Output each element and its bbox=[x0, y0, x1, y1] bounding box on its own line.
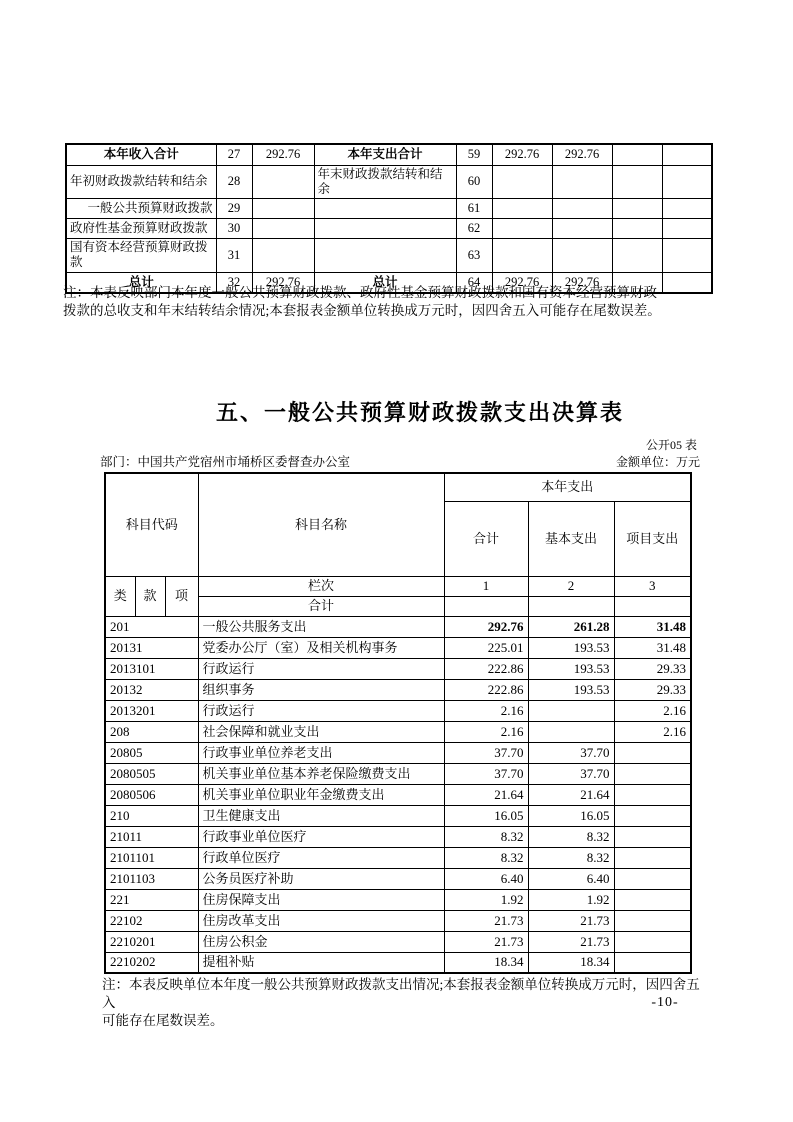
subject-code: 2210201 bbox=[105, 931, 198, 952]
unit-label: 金额单位：万元 bbox=[615, 455, 700, 469]
project-expense-value bbox=[614, 805, 691, 826]
amount bbox=[612, 238, 662, 272]
amount bbox=[612, 218, 662, 238]
project-expense-value bbox=[614, 868, 691, 889]
header-class: 类 bbox=[105, 576, 135, 616]
expenditure-row bbox=[105, 637, 691, 658]
header-section: 款 bbox=[135, 576, 165, 616]
expenditure-row bbox=[105, 952, 691, 973]
amount bbox=[552, 198, 612, 218]
expenditure-row bbox=[105, 826, 691, 847]
header-subject-code: 科目代码 bbox=[105, 473, 198, 576]
project-expense-value bbox=[614, 910, 691, 931]
subject-code: 2013201 bbox=[105, 700, 198, 721]
subject-name: 行政运行 bbox=[198, 658, 444, 679]
total-value: 18.34 bbox=[444, 952, 528, 973]
note-line: 注：本表反映单位本年度一般公共预算财政拨款支出情况;本套报表金额单位转换成万元时，因四舍五入 bbox=[102, 977, 700, 1010]
project-expense-value: 31.48 bbox=[614, 637, 691, 658]
total-value: 292.76 bbox=[444, 616, 528, 637]
amount bbox=[252, 165, 314, 198]
amount bbox=[492, 218, 552, 238]
income-expense-summary-table bbox=[65, 143, 713, 294]
total-value: 8.32 bbox=[444, 826, 528, 847]
empty-cell bbox=[444, 596, 528, 616]
subject-name: 卫生健康支出 bbox=[198, 805, 444, 826]
subject-code: 221 bbox=[105, 889, 198, 910]
line-number: 30 bbox=[216, 218, 252, 238]
note-line: 可能存在尾数误差。 bbox=[102, 1013, 224, 1028]
project-expense-value bbox=[614, 889, 691, 910]
subject-name: 社会保障和就业支出 bbox=[198, 721, 444, 742]
amount bbox=[552, 218, 612, 238]
total-value: 21.64 bbox=[444, 784, 528, 805]
expenditure-row bbox=[105, 868, 691, 889]
project-expense-value: 2.16 bbox=[614, 721, 691, 742]
header-year-expense: 本年支出 bbox=[444, 473, 691, 501]
total-value: 21.73 bbox=[444, 931, 528, 952]
amount bbox=[612, 165, 662, 198]
expenditure-row bbox=[105, 763, 691, 784]
subject-name: 公务员医疗补助 bbox=[198, 868, 444, 889]
expenditure-row bbox=[105, 658, 691, 679]
row-label-right: 总计 bbox=[314, 272, 456, 293]
line-number: 62 bbox=[456, 218, 492, 238]
subject-name: 一般公共服务支出 bbox=[198, 616, 444, 637]
subject-code: 2101103 bbox=[105, 868, 198, 889]
amount bbox=[662, 238, 712, 272]
amount bbox=[492, 165, 552, 198]
basic-expense-value: 21.64 bbox=[528, 784, 614, 805]
header-basic-expense: 基本支出 bbox=[528, 501, 614, 576]
amount: 292.76 bbox=[252, 272, 314, 293]
row-label-right: 本年支出合计 bbox=[314, 144, 456, 165]
row-label-right bbox=[314, 198, 456, 218]
header-col-num-1: 1 bbox=[444, 576, 528, 596]
basic-expense-value: 21.73 bbox=[528, 910, 614, 931]
project-expense-value bbox=[614, 742, 691, 763]
header-row bbox=[105, 576, 691, 596]
header-row bbox=[105, 473, 691, 501]
total-value: 2.16 bbox=[444, 721, 528, 742]
total-value: 37.70 bbox=[444, 763, 528, 784]
amount bbox=[252, 198, 314, 218]
basic-expense-value bbox=[528, 700, 614, 721]
subject-name: 组织事务 bbox=[198, 679, 444, 700]
subject-name: 行政单位医疗 bbox=[198, 847, 444, 868]
basic-expense-value: 193.53 bbox=[528, 658, 614, 679]
note-line: 注：本表反映部门本年度一般公共预算财政拨款、政府性基金预算财政拨款和国有资本经营预算财政 bbox=[63, 285, 657, 300]
expenditure-row bbox=[105, 931, 691, 952]
expenditure-row bbox=[105, 700, 691, 721]
subject-code: 20132 bbox=[105, 679, 198, 700]
total-value: 222.86 bbox=[444, 679, 528, 700]
subject-name: 行政事业单位医疗 bbox=[198, 826, 444, 847]
amount bbox=[492, 238, 552, 272]
row-label-right bbox=[314, 218, 456, 238]
total-value: 6.40 bbox=[444, 868, 528, 889]
subject-code: 201 bbox=[105, 616, 198, 637]
line-number: 61 bbox=[456, 198, 492, 218]
subject-code: 20805 bbox=[105, 742, 198, 763]
header-col-num-3: 3 bbox=[614, 576, 691, 596]
department-label: 部门：中国共产党宿州市埇桥区委督查办公室 bbox=[100, 455, 351, 469]
amount: 292.76 bbox=[492, 272, 552, 293]
subject-code: 21011 bbox=[105, 826, 198, 847]
line-number: 29 bbox=[216, 198, 252, 218]
basic-expense-value: 18.34 bbox=[528, 952, 614, 973]
summary-row bbox=[66, 218, 712, 238]
summary-row bbox=[66, 144, 712, 165]
row-label-left: 年初财政拨款结转和结余 bbox=[66, 165, 216, 198]
project-expense-value bbox=[614, 952, 691, 973]
row-label-left: 政府性基金预算财政拨款 bbox=[66, 218, 216, 238]
amount: 292.76 bbox=[252, 144, 314, 165]
basic-expense-value: 16.05 bbox=[528, 805, 614, 826]
line-number: 59 bbox=[456, 144, 492, 165]
note-line: 拨款的总收支和年末结转结余情况;本套报表金额单位转换成万元时，因四舍五入可能存在尾数误差。 bbox=[63, 303, 661, 318]
amount bbox=[552, 165, 612, 198]
total-value: 222.86 bbox=[444, 658, 528, 679]
subject-code: 208 bbox=[105, 721, 198, 742]
project-expense-value: 31.48 bbox=[614, 616, 691, 637]
total-value: 225.01 bbox=[444, 637, 528, 658]
amount bbox=[252, 238, 314, 272]
project-expense-value bbox=[614, 931, 691, 952]
subject-code: 2101101 bbox=[105, 847, 198, 868]
subject-name: 行政运行 bbox=[198, 700, 444, 721]
project-expense-value bbox=[614, 826, 691, 847]
header-project-expense: 项目支出 bbox=[614, 501, 691, 576]
total-value: 8.32 bbox=[444, 847, 528, 868]
subject-name: 提租补贴 bbox=[198, 952, 444, 973]
subject-name: 住房改革支出 bbox=[198, 910, 444, 931]
subject-name: 机关事业单位职业年金缴费支出 bbox=[198, 784, 444, 805]
subject-name: 住房保障支出 bbox=[198, 889, 444, 910]
header-subject-name: 科目名称 bbox=[198, 473, 444, 576]
summary-row bbox=[66, 165, 712, 198]
row-label-left: 国有资本经营预算财政拨款 bbox=[66, 238, 216, 272]
expenditure-table-note bbox=[102, 976, 712, 1030]
summary-row bbox=[66, 238, 712, 272]
basic-expense-value: 193.53 bbox=[528, 637, 614, 658]
section-title: 五、一般公共预算财政拨款支出决算表 bbox=[215, 400, 624, 425]
total-value: 1.92 bbox=[444, 889, 528, 910]
total-value: 37.70 bbox=[444, 742, 528, 763]
subject-code: 22102 bbox=[105, 910, 198, 931]
row-label-right bbox=[314, 238, 456, 272]
line-number: 31 bbox=[216, 238, 252, 272]
doc-code-label: 公开05 表 bbox=[645, 438, 697, 452]
amount: 292.76 bbox=[552, 144, 612, 165]
amount bbox=[662, 144, 712, 165]
subject-name: 住房公积金 bbox=[198, 931, 444, 952]
header-item: 项 bbox=[165, 576, 198, 616]
expenditure-row bbox=[105, 616, 691, 637]
header-grand-total-label: 合计 bbox=[198, 596, 444, 616]
basic-expense-value: 193.53 bbox=[528, 679, 614, 700]
summary-row bbox=[66, 198, 712, 218]
project-expense-value: 29.33 bbox=[614, 658, 691, 679]
project-expense-value bbox=[614, 847, 691, 868]
subject-code: 210 bbox=[105, 805, 198, 826]
amount bbox=[252, 218, 314, 238]
row-label-left: 本年收入合计 bbox=[66, 144, 216, 165]
subject-code: 20131 bbox=[105, 637, 198, 658]
total-value: 16.05 bbox=[444, 805, 528, 826]
basic-expense-value: 37.70 bbox=[528, 742, 614, 763]
basic-expense-value: 1.92 bbox=[528, 889, 614, 910]
total-value: 2.16 bbox=[444, 700, 528, 721]
summary-table-note bbox=[63, 284, 743, 320]
header-col-num-2: 2 bbox=[528, 576, 614, 596]
subject-code: 2013101 bbox=[105, 658, 198, 679]
empty-cell bbox=[528, 596, 614, 616]
basic-expense-value: 37.70 bbox=[528, 763, 614, 784]
empty-cell bbox=[614, 596, 691, 616]
subject-code: 2080506 bbox=[105, 784, 198, 805]
subject-name: 机关事业单位基本养老保险缴费支出 bbox=[198, 763, 444, 784]
row-label-left: 一般公共预算财政拨款 bbox=[66, 198, 216, 218]
expenditure-row bbox=[105, 742, 691, 763]
expenditure-row bbox=[105, 910, 691, 931]
line-number: 64 bbox=[456, 272, 492, 293]
amount bbox=[662, 198, 712, 218]
amount bbox=[612, 144, 662, 165]
line-number: 60 bbox=[456, 165, 492, 198]
total-value: 21.73 bbox=[444, 910, 528, 931]
amount bbox=[492, 198, 552, 218]
line-number: 63 bbox=[456, 238, 492, 272]
expenditure-row bbox=[105, 889, 691, 910]
project-expense-value: 2.16 bbox=[614, 700, 691, 721]
basic-expense-value bbox=[528, 721, 614, 742]
line-number: 32 bbox=[216, 272, 252, 293]
amount: 292.76 bbox=[492, 144, 552, 165]
amount bbox=[552, 238, 612, 272]
project-expense-value bbox=[614, 784, 691, 805]
subject-code: 2210202 bbox=[105, 952, 198, 973]
header-total: 合计 bbox=[444, 501, 528, 576]
line-number: 28 bbox=[216, 165, 252, 198]
subject-name: 党委办公厅（室）及相关机构事务 bbox=[198, 637, 444, 658]
basic-expense-value: 261.28 bbox=[528, 616, 614, 637]
expenditure-row bbox=[105, 847, 691, 868]
basic-expense-value: 6.40 bbox=[528, 868, 614, 889]
subject-code: 2080505 bbox=[105, 763, 198, 784]
project-expense-value bbox=[614, 763, 691, 784]
project-expense-value: 29.33 bbox=[614, 679, 691, 700]
header-column-index-label: 栏次 bbox=[198, 576, 444, 596]
expenditure-row bbox=[105, 784, 691, 805]
expenditure-detail-table bbox=[104, 472, 692, 974]
expenditure-row bbox=[105, 721, 691, 742]
amount bbox=[662, 218, 712, 238]
amount bbox=[662, 165, 712, 198]
subject-name: 行政事业单位养老支出 bbox=[198, 742, 444, 763]
basic-expense-value: 21.73 bbox=[528, 931, 614, 952]
expenditure-row bbox=[105, 679, 691, 700]
basic-expense-value: 8.32 bbox=[528, 826, 614, 847]
line-number: 27 bbox=[216, 144, 252, 165]
amount bbox=[612, 198, 662, 218]
row-label-left: 总计 bbox=[66, 272, 216, 293]
basic-expense-value: 8.32 bbox=[528, 847, 614, 868]
row-label-right: 年末财政拨款结转和结余 bbox=[314, 165, 456, 198]
amount: 292.76 bbox=[552, 272, 612, 293]
page-number: -10- bbox=[651, 995, 679, 1010]
expenditure-row bbox=[105, 805, 691, 826]
